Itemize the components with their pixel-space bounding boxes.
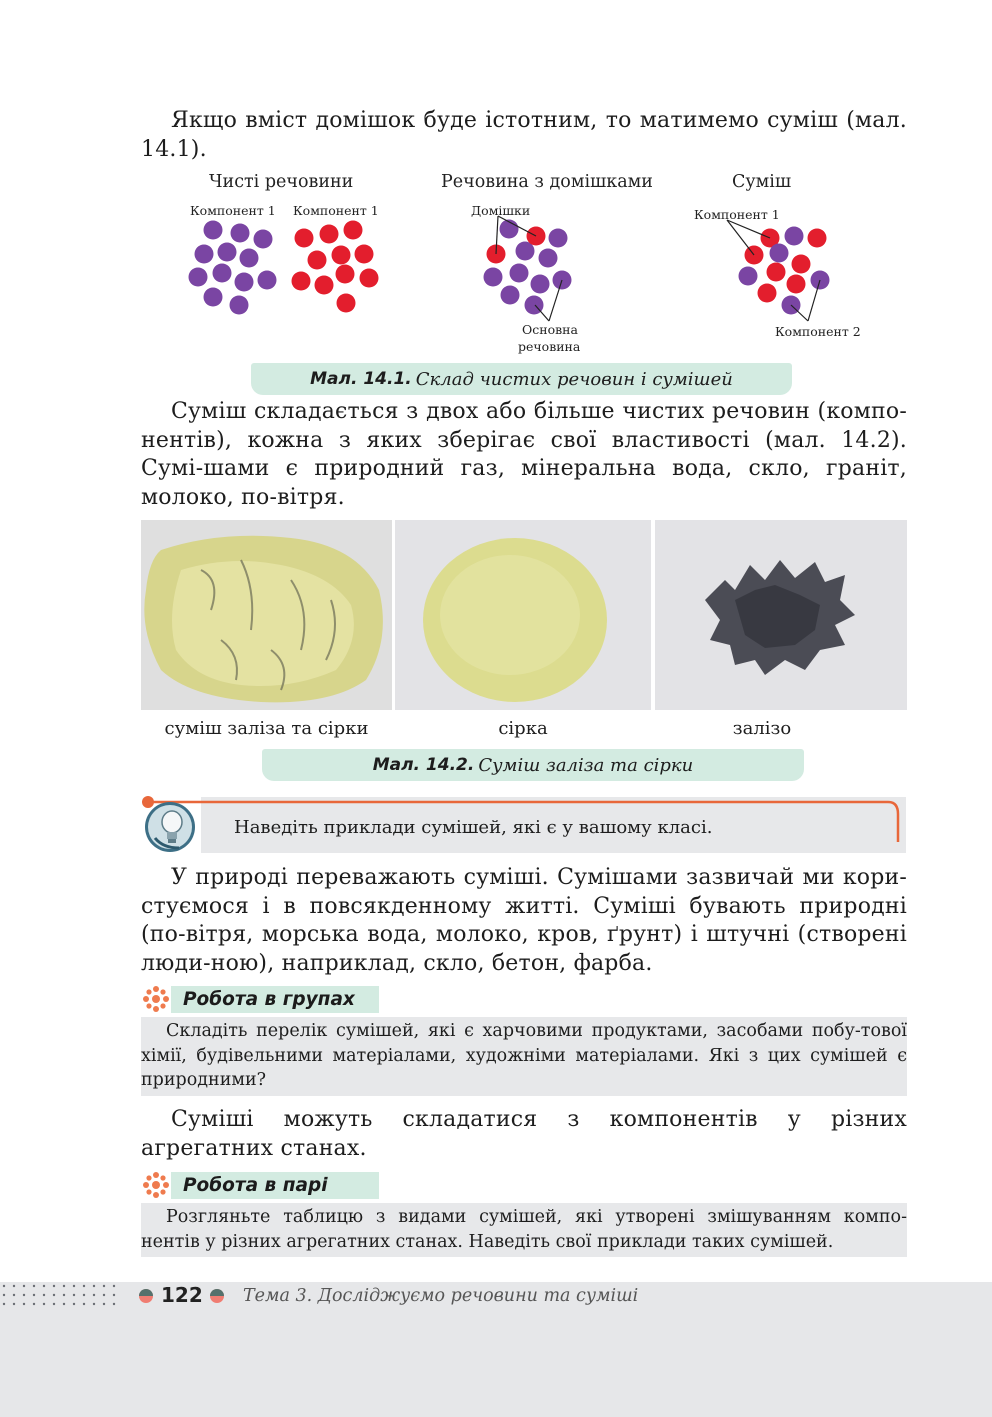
photo-label-mixture: суміш заліза та сірки bbox=[164, 718, 369, 739]
pure-substance-purple bbox=[189, 221, 277, 315]
figure2-caption bbox=[262, 749, 804, 781]
mixture-particles bbox=[727, 220, 830, 321]
group-work-text: Складіть перелік сумішей, які є харчовими продуктами, засобами побу-тової хімії, будівельними матеріалами, художніми матеріалами. Які з цих сумішей є природними? bbox=[141, 1021, 907, 1090]
label-impurities: Домішки bbox=[471, 203, 531, 218]
figure1-heading-impurities: Речовина з домішками bbox=[441, 172, 653, 192]
pair-work-title: Робота в парі bbox=[183, 1175, 328, 1196]
page-number: 122 bbox=[161, 1283, 203, 1307]
photo-label-sulfur: сірка bbox=[498, 718, 548, 739]
lightbulb-icon bbox=[143, 800, 197, 854]
footer-topic: Тема 3. Досліджуємо речовини та суміші bbox=[243, 1286, 639, 1306]
photo-label-iron: залізо bbox=[732, 718, 792, 739]
question-text: Наведіть приклади сумішей, які є у вашому класі. bbox=[234, 817, 713, 838]
pair-work-icon bbox=[141, 1171, 173, 1201]
paragraph-aggregate-states: Суміші можуть складатися з компонентів у різних агрегатних станах. bbox=[141, 1107, 907, 1161]
figure1-heading-pure: Чисті речовини bbox=[209, 172, 354, 192]
footer-dots-decoration bbox=[0, 1282, 130, 1312]
label-main-substance-1: Основна bbox=[522, 322, 578, 337]
figure1-heading-mixture: Суміш bbox=[732, 172, 792, 192]
paragraph-natural-mixtures: У природі переважають суміші. Сумішами зазвичай ми кори-стуємося і в повсякденному житті. Суміші бувають природні (по-вітря, морська вода, молоко, кров, ґрунт) і штучні (створені люди-ною), наприклад, скло, бетон, фарба. bbox=[141, 865, 907, 976]
label-mixture-component2: Компонент 2 bbox=[775, 324, 861, 339]
label-main-substance-2: речовина bbox=[518, 339, 581, 354]
group-work-icon bbox=[141, 985, 173, 1015]
figure1-caption-text: Склад чистих речовин і сумішей bbox=[415, 368, 733, 390]
label-mixture-component1: Компонент 1 bbox=[694, 207, 780, 222]
label-component1-purple: Компонент 1 bbox=[190, 203, 276, 218]
paragraph-mixture-definition: Суміш складається з двох або більше чистих речовин (компо-нентів), кожна з яких зберігає свої властивості (мал. 14.2). Сумі-шами є природний газ, мінеральна вода, скло, граніт, молоко, по-вітря. bbox=[141, 399, 907, 510]
group-work-title: Робота в групах bbox=[183, 989, 355, 1010]
pair-work-task bbox=[141, 1203, 907, 1257]
footer-bullet-left bbox=[137, 1287, 155, 1305]
figure2-caption-text: Суміш заліза та сірки bbox=[478, 754, 694, 776]
substance-with-impurities bbox=[484, 216, 572, 321]
pair-work-header bbox=[141, 1172, 328, 1199]
photo-iron bbox=[655, 520, 907, 710]
label-component1-red: Компонент 1 bbox=[293, 203, 379, 218]
figure1-caption-number: Мал. 14.1. bbox=[310, 369, 412, 389]
footer-bullet-right bbox=[208, 1287, 226, 1305]
paragraph-mixture-intro: Якщо вміст домішок буде істотним, то матимемо суміш (мал. 14.1). bbox=[141, 108, 907, 162]
particle-diagram bbox=[0, 0, 992, 360]
group-work-task bbox=[141, 1017, 907, 1096]
pair-work-text: Розгляньте таблицю з видами сумішей, які утворені змішуванням компо-нентів у різних агрегатних станах. Наведіть свої приклади таких сумішей. bbox=[141, 1207, 907, 1252]
figure2-caption-number: Мал. 14.2. bbox=[372, 755, 475, 775]
group-work-header bbox=[141, 986, 355, 1013]
photo-sulfur bbox=[395, 520, 651, 710]
figure1-caption bbox=[251, 363, 792, 395]
photo-iron-sulfur-mixture bbox=[141, 520, 392, 710]
pure-substance-red bbox=[292, 221, 379, 313]
